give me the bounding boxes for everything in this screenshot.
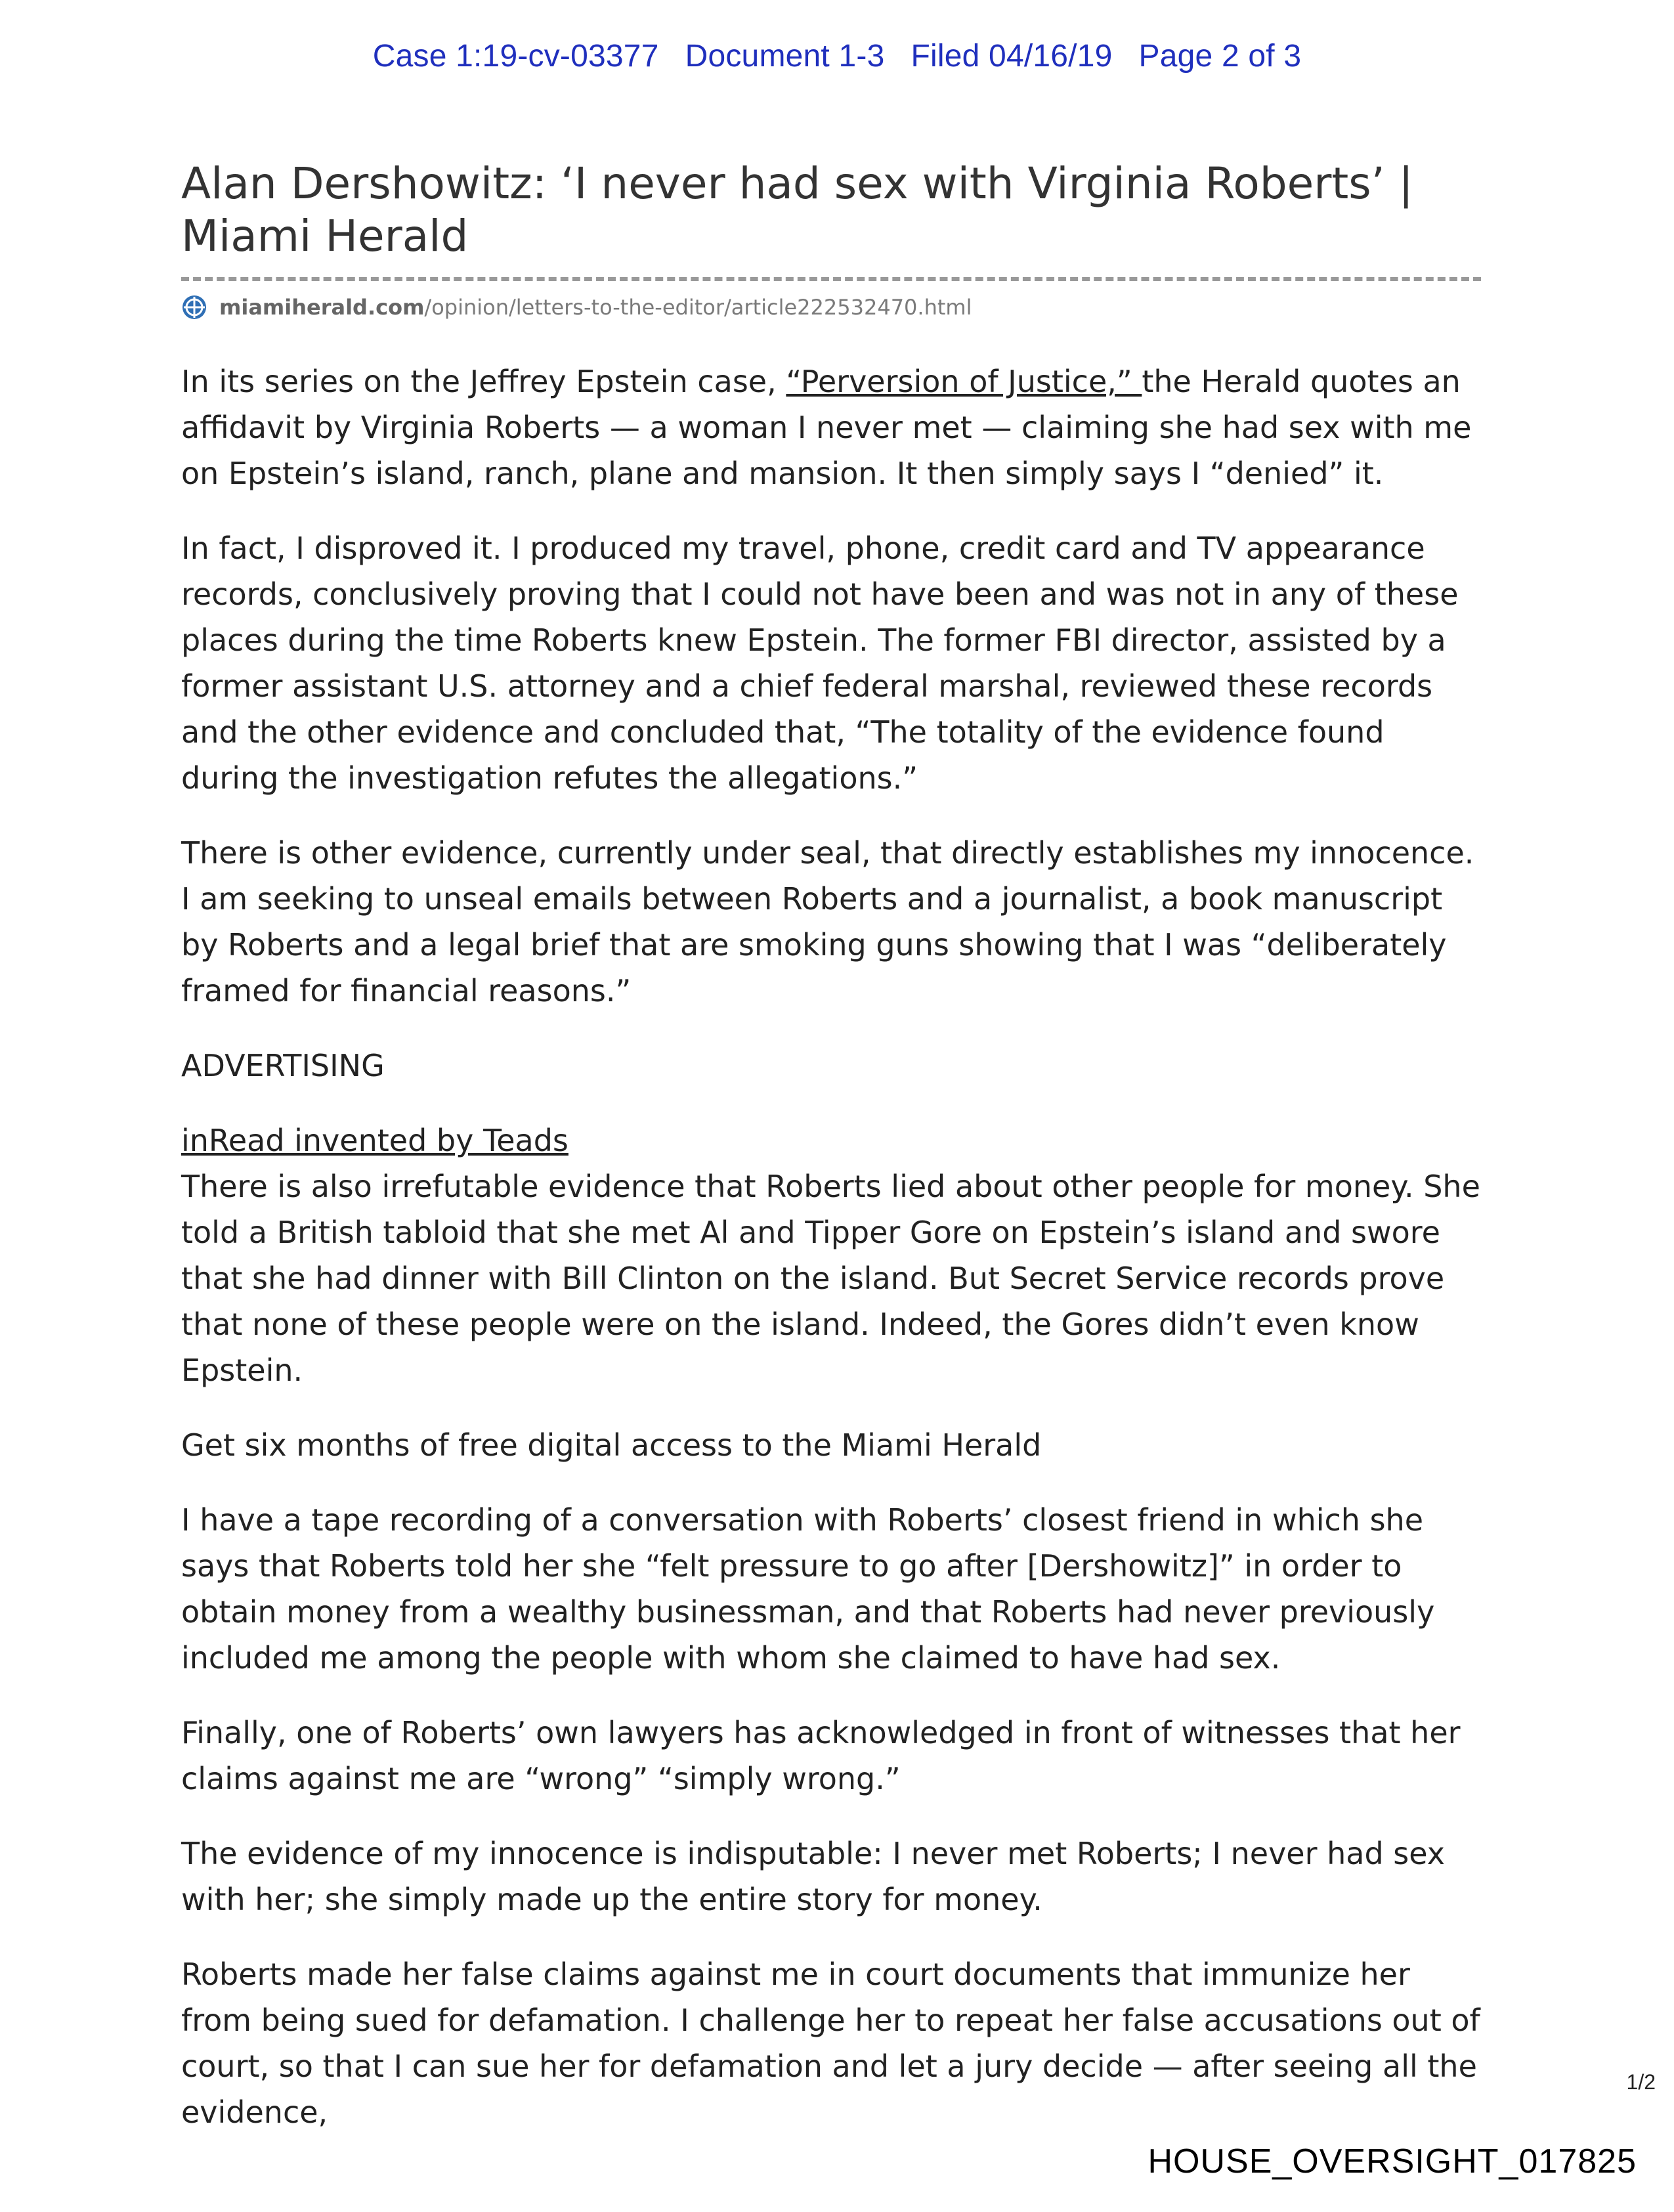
source-url[interactable] [181, 294, 1481, 320]
advertising-label: ADVERTISING [181, 1048, 385, 1083]
source-domain: miamiherald.com [219, 295, 425, 320]
filed-date: Filed 04/16/19 [911, 39, 1113, 74]
globe-icon [181, 294, 207, 320]
article-body [181, 358, 1481, 2135]
promo-text: Get six months of free digital access to the Miami Herald [181, 1427, 1042, 1463]
paragraph-1-rest: the Herald quotes an affidavit by Virginia Roberts — a woman I never met — claiming she had sex with me on Epstein’s island, ranch, plane and mansion. It then simply says I “denied” it. [181, 364, 1472, 491]
article [181, 158, 1481, 2164]
page-indicator: Page 2 of 3 [1138, 39, 1302, 74]
paragraph-7: The evidence of my innocence is indisputable: I never met Roberts; I never had sex with her; she simply made up the entire story for money. [181, 1836, 1445, 1917]
inread-link[interactable]: inRead invented by Teads [181, 1123, 569, 1158]
paragraph-6: Finally, one of Roberts’ own lawyers has acknowledged in front of witnesses that her claims against me are “wrong” “simply wrong.” [181, 1715, 1461, 1796]
document-number: Document 1-3 [685, 39, 885, 74]
source-path: /opinion/letters-to-the-editor/article222532470.html [424, 295, 972, 320]
paragraph-8: Roberts made her false claims against me in court documents that immunize her from being sued for defamation. I challenge her to repeat her false accusations out of court, so that I can sue her for defamation and let a jury decide — after seeing all the evidence, [181, 1957, 1480, 2130]
paragraph-3: There is other evidence, currently under seal, that directly establishes my innocence. I am seeking to unseal emails between Roberts and a journalist, a book manuscript by Roberts and a legal brief that are smoking guns showing that I was “deliberately framed for financial reasons.” [181, 835, 1474, 1008]
case-number: Case 1:19-cv-03377 [372, 39, 659, 74]
case-header [0, 38, 1674, 74]
page-number: 1/2 [1626, 2070, 1656, 2094]
inread-link-line [181, 1117, 1481, 1163]
paragraph-1 [181, 358, 1481, 496]
article-title: Alan Dershowitz: ‘I never had sex with Virginia Roberts’ | Miami Herald [181, 158, 1481, 281]
paragraph-2: In fact, I disproved it. I produced my travel, phone, credit card and TV appearance records, conclusively proving that I could not have been and was not in any of these places during the time Roberts knew Epstein. The former FBI director, assisted by a former assistant U.S. attorney and a chief federal marshal, reviewed these records and the other evidence and concluded that, “The totality of the evidence found during the investigation refutes the allegations.” [181, 531, 1459, 796]
perversion-of-justice-link[interactable]: “Perversion of Justice,” [786, 364, 1142, 399]
bates-number: HOUSE_OVERSIGHT_017825 [1148, 2142, 1637, 2180]
paragraph-5: I have a tape recording of a conversation with Roberts’ closest friend in which she says that Roberts told her she “felt pressure to go after [Dershowitz]” in order to obtain money from a wealthy businessman, and that Roberts had never previously included me among the people with whom she claimed to have had sex. [181, 1502, 1435, 1676]
paragraph-1-intro: In its series on the Jeffrey Epstein case, [181, 364, 786, 399]
paragraph-4: There is also irrefutable evidence that Roberts lied about other people for money. She told a British tabloid that she met Al and Tipper Gore on Epstein’s island and swore that she had dinner with Bill Clinton on the island. But Secret Service records prove that none of these people were on the island. Indeed, the Gores didn’t even know Epstein. [181, 1169, 1480, 1388]
